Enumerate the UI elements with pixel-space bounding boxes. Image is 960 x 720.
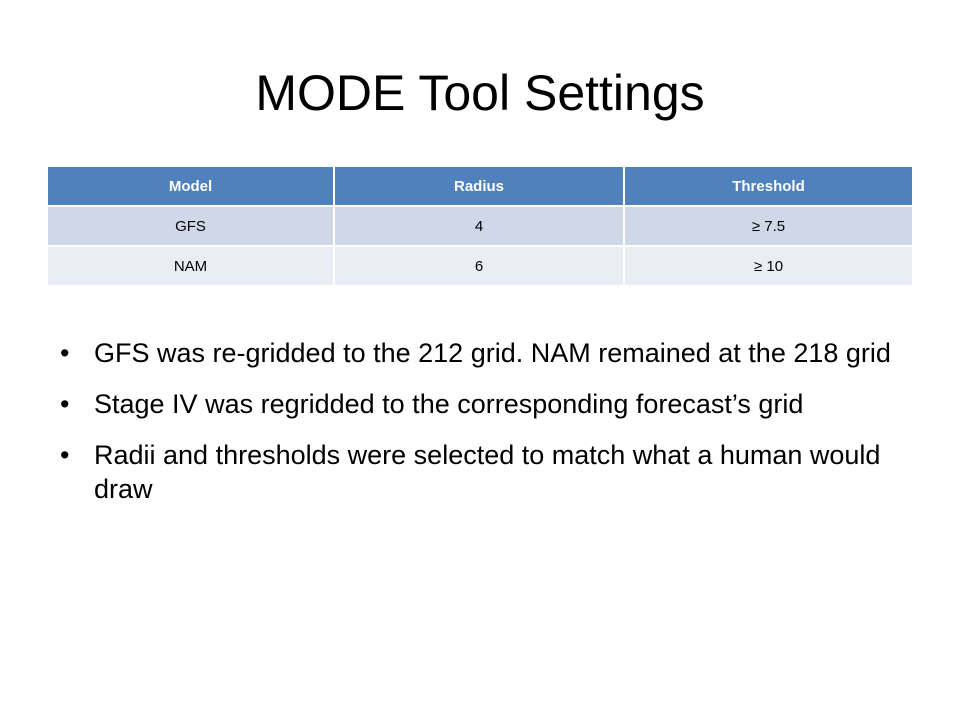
cell-model: GFS: [48, 206, 334, 246]
cell-radius: 6: [334, 246, 624, 285]
bullet-icon: •: [60, 440, 70, 470]
header-model: Model: [48, 167, 334, 206]
settings-table: [48, 167, 912, 285]
bullet-icon: •: [60, 338, 70, 368]
table-row: [48, 206, 912, 246]
cell-radius: 4: [334, 206, 624, 246]
bullet-item: [60, 336, 900, 370]
bullet-item: [60, 387, 900, 421]
bullet-item: [60, 438, 900, 506]
slide-title: MODE Tool Settings: [255, 65, 705, 121]
cell-threshold: ≥ 10: [624, 246, 912, 285]
cell-model: NAM: [48, 246, 334, 285]
bullet-text: Radii and thresholds were selected to match what a human would draw: [94, 440, 881, 504]
bullet-list: [60, 336, 900, 523]
header-threshold: Threshold: [624, 167, 912, 206]
table-header-row: [48, 167, 912, 206]
bullet-icon: •: [60, 389, 70, 419]
header-radius: Radius: [334, 167, 624, 206]
bullet-text: GFS was re-gridded to the 212 grid. NAM remained at the 218 grid: [94, 338, 891, 368]
bullet-text: Stage IV was regridded to the corresponding forecast’s grid: [94, 389, 804, 419]
cell-threshold: ≥ 7.5: [624, 206, 912, 246]
table-row: [48, 246, 912, 285]
